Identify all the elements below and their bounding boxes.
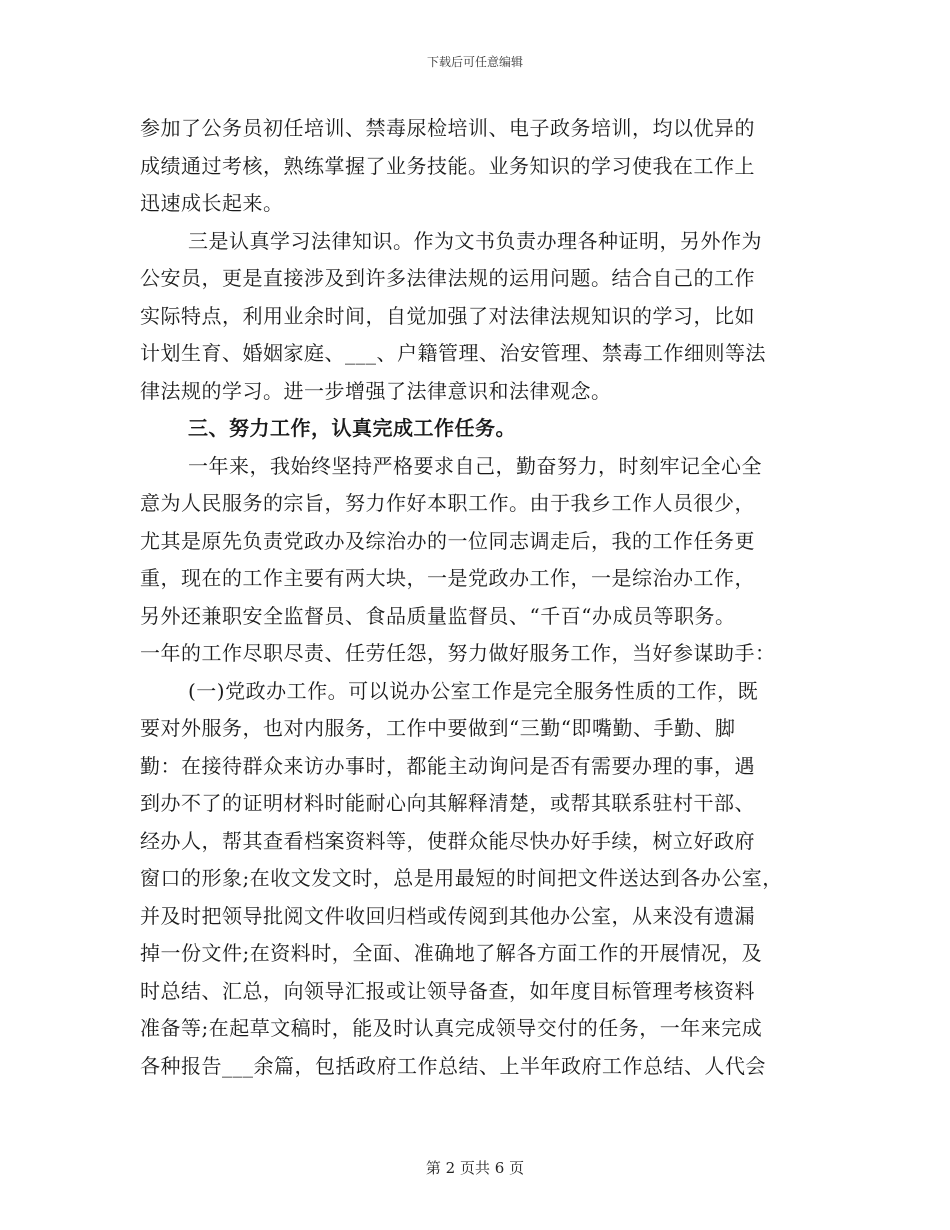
body-line: 迅速成长起来。 bbox=[140, 191, 284, 215]
body-line: 律法规的学习。进一步增强了法律意识和法律观念。 bbox=[140, 378, 612, 403]
paragraph-start: (一)党政办工作。可以说办公室工作是完全服务性质的工作，既 bbox=[188, 678, 759, 703]
body-line: 尤其是原先负责党政办及综治办的一位同志调走后，我的工作任务更 bbox=[140, 528, 755, 553]
body-line: 准备等;在起草文稿时，能及时认真完成领导交付的任务，一年来完成 bbox=[140, 1016, 763, 1040]
body-line: 重，现在的工作主要有两大块，一是党政办工作，一是综治办工作， bbox=[140, 566, 755, 590]
body-line: 意为人民服务的宗旨，努力作好本职工作。由于我乡工作人员很少， bbox=[140, 491, 755, 515]
body-line: 各种报告___余篇，包括政府工作总结、上半年政府工作总结、人代会 bbox=[140, 1053, 766, 1078]
body-line: 计划生育、婚姻家庭、___、户籍管理、治安管理、禁毒工作细则等法 bbox=[140, 341, 766, 365]
section-heading: 三、努力工作，认真完成工作任务。 bbox=[188, 416, 516, 440]
paragraph-start: 三是认真学习法律知识。作为文书负责办理各种证明，另外作为 bbox=[188, 228, 762, 253]
document-body bbox=[140, 110, 820, 1085]
body-line: 掉一份文件;在资料时，全面、准确地了解各方面工作的开展情况，及 bbox=[140, 941, 763, 965]
page-header: 下载后可任意编辑 bbox=[426, 55, 523, 69]
body-line: 公安员，更是直接涉及到许多法律法规的运用问题。结合自己的工作 bbox=[140, 266, 755, 290]
body-line: 窗口的形象;在收文发文时，总是用最短的时间把文件送达到各办公室， bbox=[140, 866, 783, 890]
body-line: 实际特点，利用业余时间，自觉加强了对法律法规知识的学习，比如 bbox=[140, 303, 755, 328]
body-line: 到办不了的证明材料时能耐心向其解释清楚，或帮其联系驻村干部、 bbox=[140, 791, 755, 815]
body-line: 参加了公务员初任培训、禁毒尿检培训、电子政务培训，均以优异的 bbox=[140, 116, 755, 140]
page-footer: 第 2 页共 6 页 bbox=[425, 1159, 525, 1177]
body-line: 并及时把领导批阅文件收回归档或传阅到其他办公室，从来没有遗漏 bbox=[140, 903, 755, 928]
body-line: 另外还兼职安全监督员、食品质量监督员、“千百“办成员等职务。 bbox=[140, 603, 736, 628]
body-line: 要对外服务，也对内服务，工作中要做到“三勤“即嘴勤、手勤、脚 bbox=[140, 716, 736, 740]
paragraph-start: 一年来，我始终坚持严格要求自己，勤奋努力，时刻牢记全心全 bbox=[188, 453, 762, 478]
body-line: 一年的工作尽职尽责、任劳任怨，努力做好服务工作，当好参谋助手： bbox=[140, 641, 776, 665]
body-line: 勤：在接待群众来访办事时，都能主动询问是否有需要办理的事，遇 bbox=[140, 753, 755, 778]
body-line: 成绩通过考核，熟练掌握了业务技能。业务知识的学习使我在工作上 bbox=[140, 153, 755, 178]
body-line: 时总结、汇总，向领导汇报或让领导备查，如年度目标管理考核资料 bbox=[140, 978, 755, 1003]
body-line: 经办人，帮其查看档案资料等，使群众能尽快办好手续，树立好政府 bbox=[140, 828, 755, 853]
